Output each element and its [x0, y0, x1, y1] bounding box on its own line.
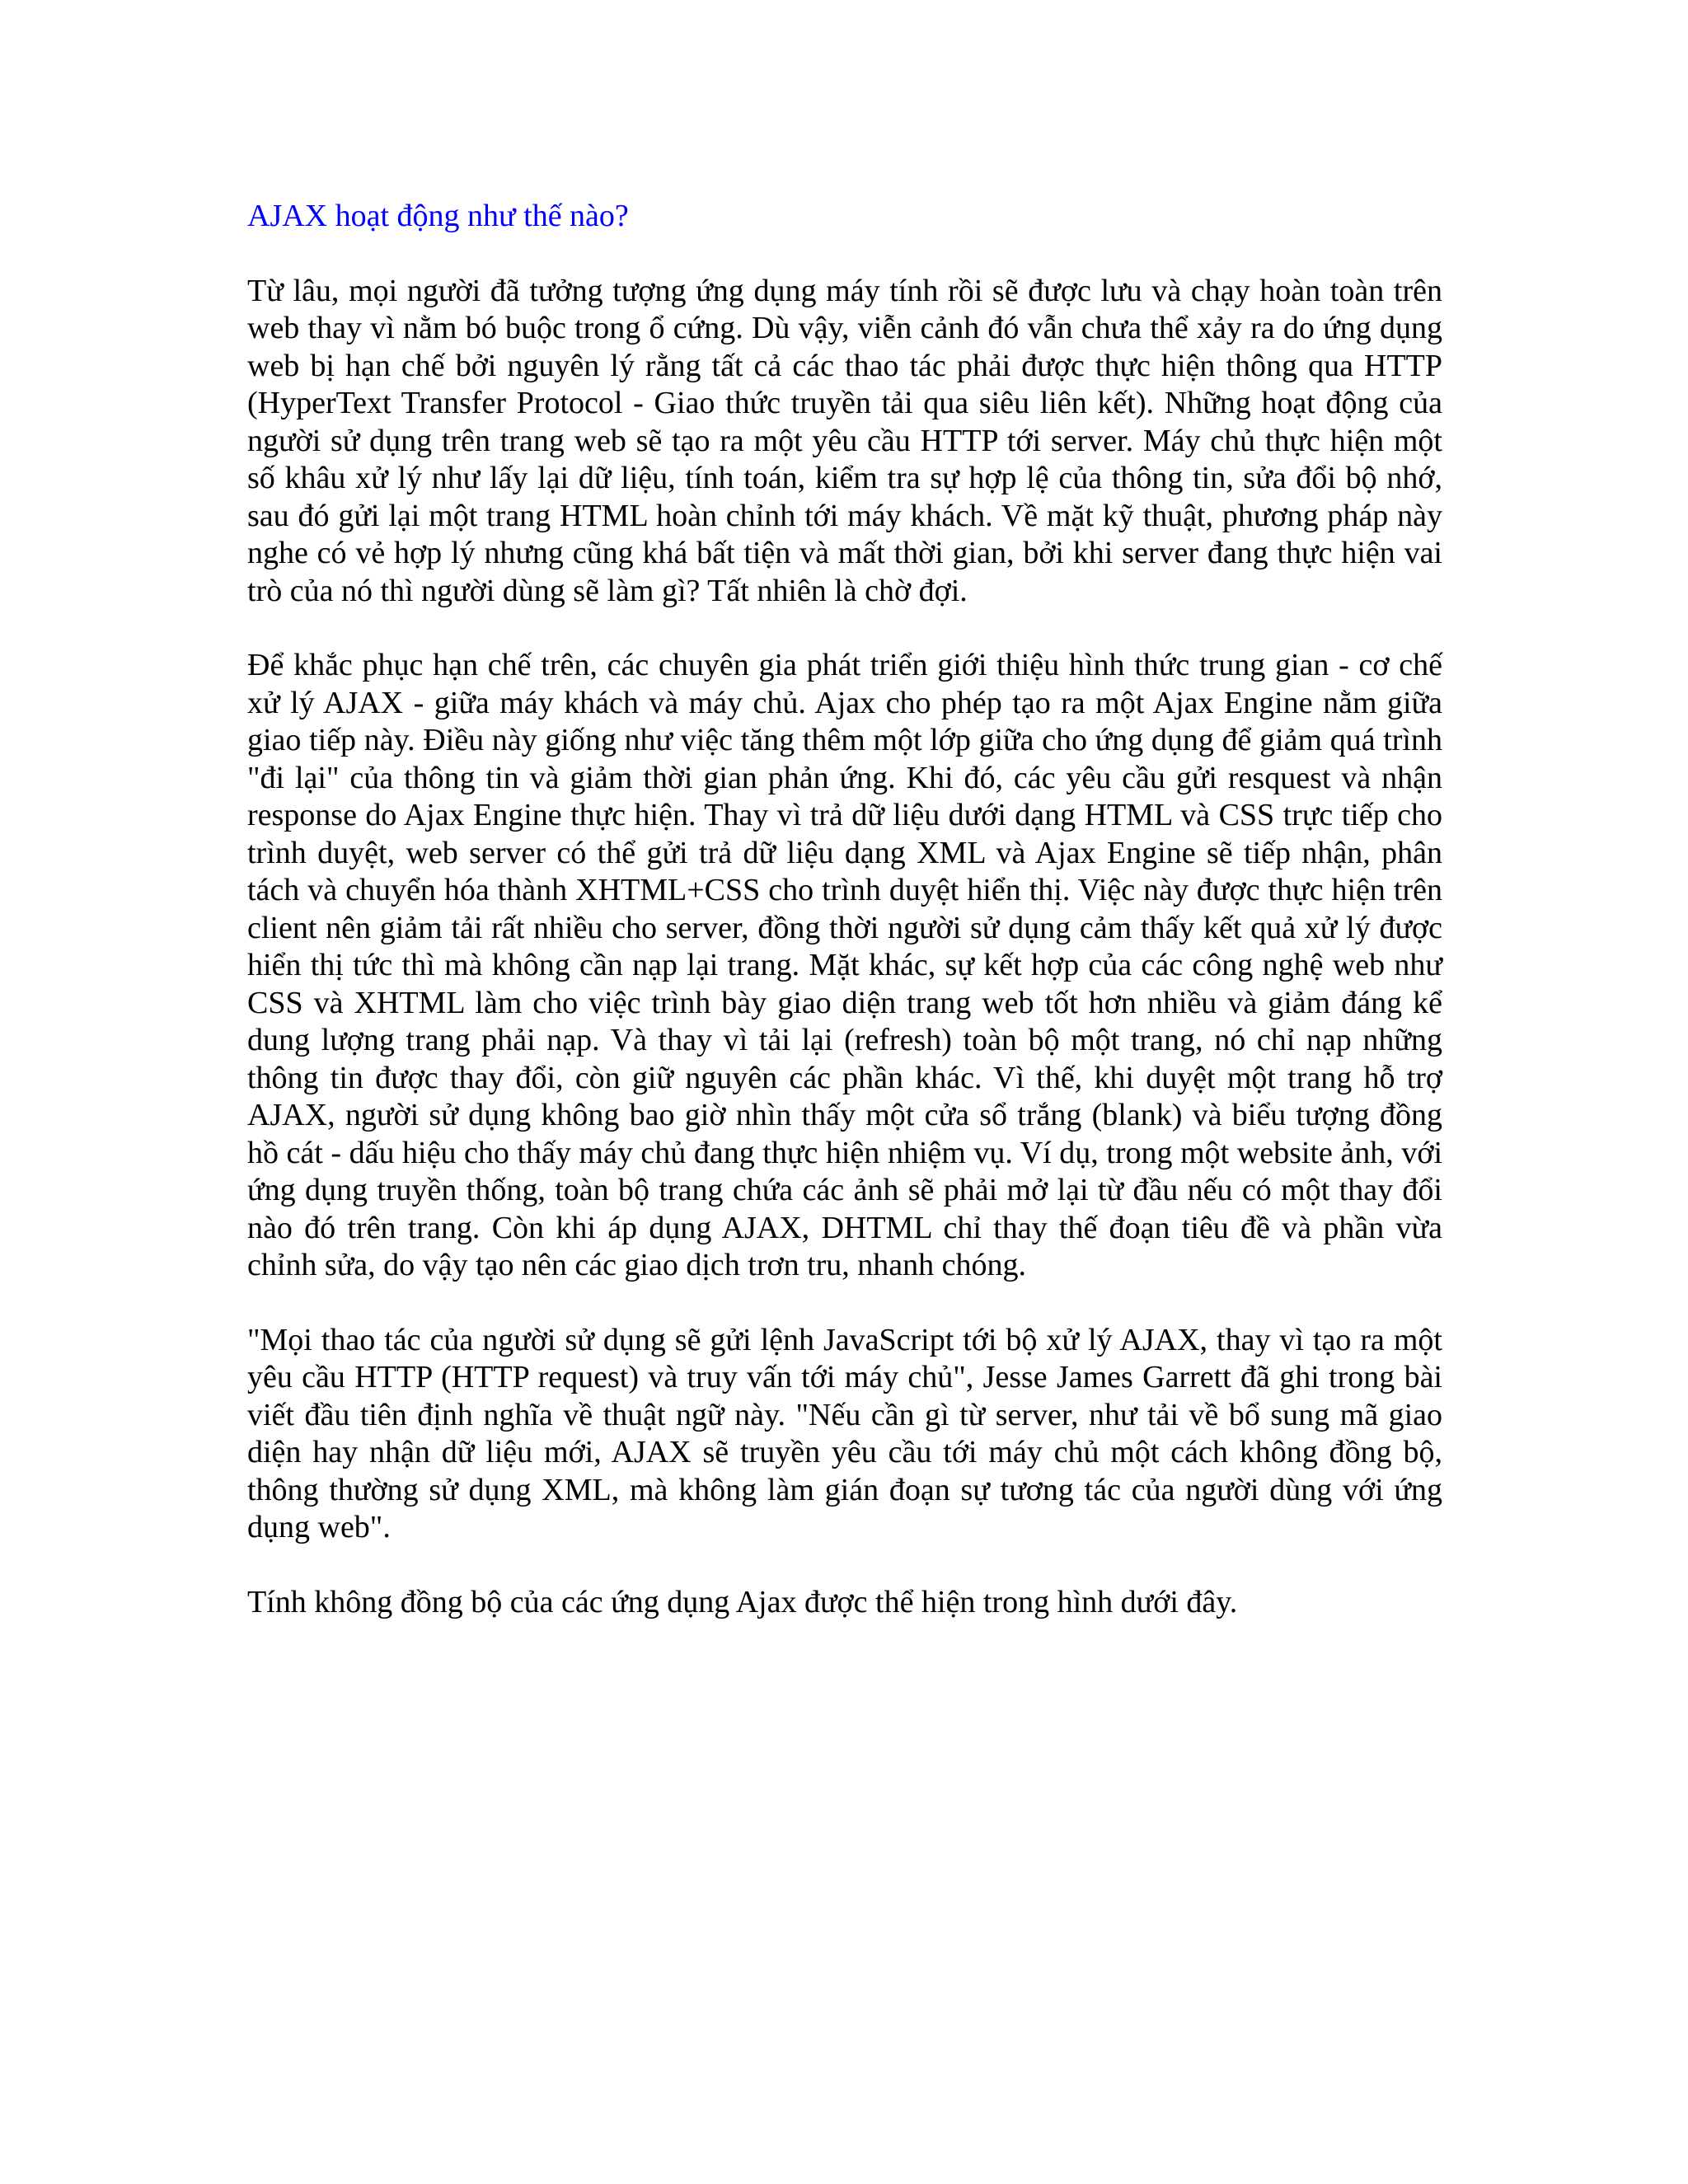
- paragraph-ajax-engine: Để khắc phục hạn chế trên, các chuyên gia phát triển giới thiệu hình thức trung gian - cơ chế xử lý AJAX - giữa máy khách và máy chủ. Ajax cho phép tạo ra một Ajax Engine nằm giữa giao tiếp này. Điều này giống như việc tăng thêm một lớp giữa cho ứng dụng để giảm quá trình "đi lại" của thông tin và giảm thời gian phản ứng. Khi đó, các yêu cầu gửi resquest và nhận response do Ajax Engine thực hiện. Thay vì trả dữ liệu dưới dạng HTML và CSS trực tiếp cho trình duyệt, web server có thể gửi trả dữ liệu dạng XML và Ajax Engine sẽ tiếp nhận, phân tách và chuyển hóa thành XHTML+CSS cho trình duyệt hiển thị. Việc này được thực hiện trên client nên giảm tải rất nhiều cho server, đồng thời người sử dụng cảm thấy kết quả xử lý được hiển thị tức thì mà không cần nạp lại trang. Mặt khác, sự kết hợp của các công nghệ web như CSS và XHTML làm cho việc trình bày giao diện trang web tốt hơn nhiều và giảm đáng kể dung lượng trang phải nạp. Và thay vì tải lại (refresh) toàn bộ một trang, nó chỉ nạp những thông tin được thay đổi, còn giữ nguyên các phần khác. Vì thế, khi duyệt một trang hỗ trợ AJAX, người sử dụng không bao giờ nhìn thấy một cửa sổ trắng (blank) và biểu tượng đồng hồ cát - dấu hiệu cho thấy máy chủ đang thực hiện nhiệm vụ. Ví dụ, trong một website ảnh, với ứng dụng truyền thống, toàn bộ trang chứa các ảnh sẽ phải mở lại từ đầu nếu có một thay đổi nào đó trên trang. Còn khi áp dụng AJAX, DHTML chỉ thay thế đoạn tiêu đề và phần vừa chỉnh sửa, do vậy tạo nên các giao dịch trơn tru, nhanh chóng.: [247, 648, 1442, 1282]
- paragraph-garrett-quote: "Mọi thao tác của người sử dụng sẽ gửi lệnh JavaScript tới bộ xử lý AJAX, thay vì tạo ra một yêu cầu HTTP (HTTP request) và truy vấn tới máy chủ", Jesse James Garrett đã ghi trong bài viết đầu tiên định nghĩa về thuật ngữ này. "Nếu cần gì từ server, như tải về bổ sung mã giao diện hay nhận dữ liệu mới, AJAX sẽ truyền yêu cầu tới máy chủ một cách không đồng bộ, thông thường sử dụng XML, mà không làm gián đoạn sự tương tác của người dùng với ứng dụng web".: [247, 1322, 1442, 1544]
- document-heading: AJAX hoạt động như thế nào?: [247, 199, 629, 233]
- paragraph-figure-intro: Tính không đồng bộ của các ứng dụng Ajax được thể hiện trong hình dưới đây.: [247, 1584, 1238, 1619]
- document-page: [247, 198, 1442, 1658]
- paragraph-intro: Từ lâu, mọi người đã tưởng tượng ứng dụng máy tính rồi sẽ được lưu và chạy hoàn toàn trên web thay vì nằm bó buộc trong ổ cứng. Dù vậy, viễn cảnh đó vẫn chưa thể xảy ra do ứng dụng web bị hạn chế bởi nguyên lý rằng tất cả các thao tác phải được thực hiện thông qua HTTP (HyperText Transfer Protocol - Giao thức truyền tải qua siêu liên kết). Những hoạt động của người sử dụng trên trang web sẽ tạo ra một yêu cầu HTTP tới server. Máy chủ thực hiện một số khâu xử lý như lấy lại dữ liệu, tính toán, kiểm tra sự hợp lệ của thông tin, sửa đổi bộ nhớ, sau đó gửi lại một trang HTML hoàn chỉnh tới máy khách. Về mặt kỹ thuật, phương pháp này nghe có vẻ hợp lý nhưng cũng khá bất tiện và mất thời gian, bởi khi server đang thực hiện vai trò của nó thì người dùng sẽ làm gì? Tất nhiên là chờ đợi.: [247, 273, 1442, 608]
